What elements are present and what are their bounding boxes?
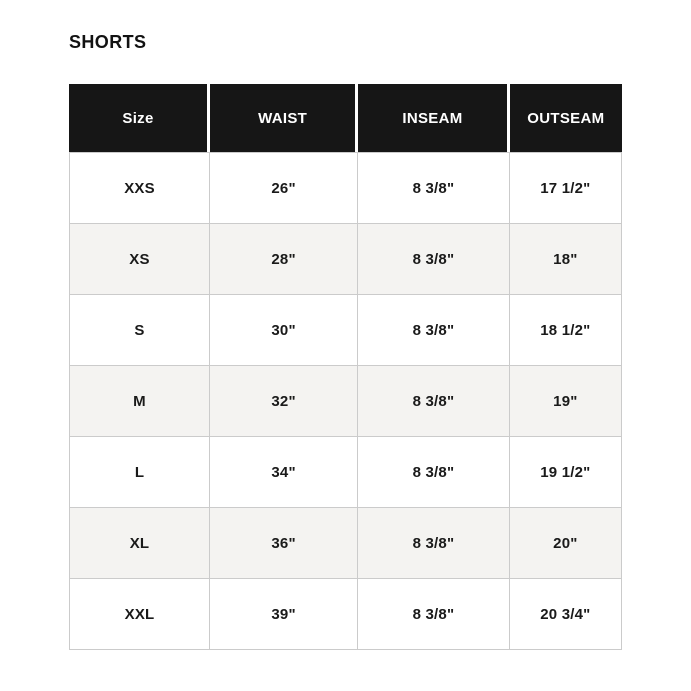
- cell-size: XS: [69, 224, 210, 295]
- cell-waist: 26": [210, 152, 358, 224]
- cell-inseam: 8 3/8": [358, 152, 510, 224]
- cell-outseam: 19 1/2": [510, 437, 622, 508]
- header-cell-waist: WAIST: [210, 84, 358, 152]
- table-row: [69, 152, 622, 224]
- cell-waist: 36": [210, 508, 358, 579]
- cell-waist: 34": [210, 437, 358, 508]
- cell-inseam: 8 3/8": [358, 508, 510, 579]
- table-row: [69, 579, 622, 650]
- cell-outseam: 17 1/2": [510, 152, 622, 224]
- table-row: [69, 437, 622, 508]
- size-chart-table: [69, 84, 622, 650]
- cell-size: XXS: [69, 152, 210, 224]
- table-row: [69, 295, 622, 366]
- cell-waist: 32": [210, 366, 358, 437]
- table-row: [69, 224, 622, 295]
- cell-waist: 30": [210, 295, 358, 366]
- header-cell-outseam: OUTSEAM: [510, 84, 622, 152]
- cell-inseam: 8 3/8": [358, 366, 510, 437]
- table-row: [69, 366, 622, 437]
- cell-outseam: 20 3/4": [510, 579, 622, 650]
- cell-outseam: 20": [510, 508, 622, 579]
- cell-size: M: [69, 366, 210, 437]
- table-header: [69, 84, 622, 152]
- cell-inseam: 8 3/8": [358, 579, 510, 650]
- cell-size: S: [69, 295, 210, 366]
- cell-size: XXL: [69, 579, 210, 650]
- header-row: [69, 84, 622, 152]
- cell-outseam: 18": [510, 224, 622, 295]
- cell-size: L: [69, 437, 210, 508]
- cell-inseam: 8 3/8": [358, 224, 510, 295]
- header-cell-size: Size: [69, 84, 210, 152]
- cell-inseam: 8 3/8": [358, 295, 510, 366]
- cell-waist: 39": [210, 579, 358, 650]
- header-cell-inseam: INSEAM: [358, 84, 510, 152]
- table-row: [69, 508, 622, 579]
- cell-waist: 28": [210, 224, 358, 295]
- cell-inseam: 8 3/8": [358, 437, 510, 508]
- cell-outseam: 18 1/2": [510, 295, 622, 366]
- cell-outseam: 19": [510, 366, 622, 437]
- cell-size: XL: [69, 508, 210, 579]
- page-title: SHORTS: [69, 32, 147, 52]
- table-body: [69, 152, 622, 650]
